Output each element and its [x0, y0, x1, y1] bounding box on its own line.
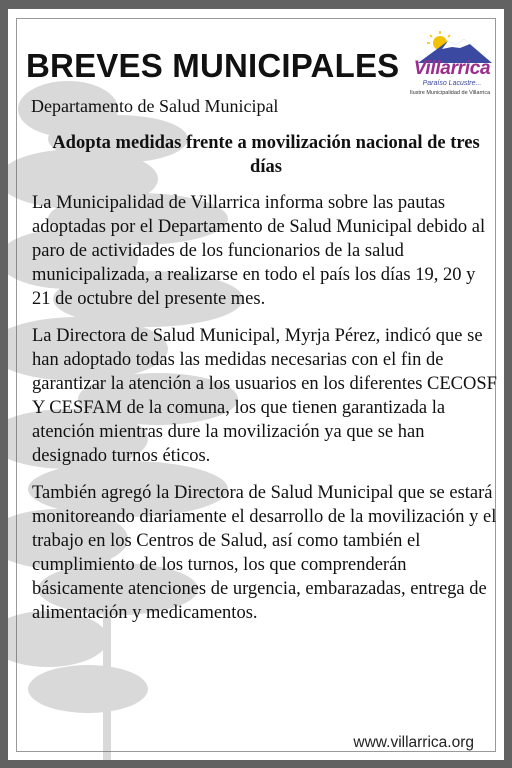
page-title: BREVES MUNICIPALES [26, 47, 400, 84]
article-paragraph: También agregó la Directora de Salud Municipal que se estará monitoreando diariamente el desarrollo de la movilización y el trabajo en los Centros de Salud, así como también el cumplimiento de los turnos, los que comprenderán básicamente atenciones de urgencia, embarazadas, entrega de alimentación y medicamentos. [32, 483, 497, 623]
article-headline: Adopta medidas frente a movilización nacional de tres días [52, 133, 480, 177]
article-body [32, 191, 498, 638]
villarrica-logo [400, 31, 500, 103]
article-paragraph: La Municipalidad de Villarrica informa sobre las pautas adoptadas por el Departamento de Salud Municipal debido al paro de actividades de los funcionarios de la salud municipalizada, a realizarse en todo el país los días 19, 20 y 21 de octubre del presente mes. [32, 193, 486, 309]
article-paragraph: La Directora de Salud Municipal, Myrja Pérez, indicó que se han adoptado todas las medidas necesarias con el fin de garantizar la atención a los usuarios en los diferentes CECOSF Y CESFAM de la comuna, los que tienen garantizada la atención mientras dure la movilización ya que se han designado turnos éticos. [32, 326, 497, 466]
logo-tagline: Paraíso Lacustre... [422, 80, 482, 87]
logo-name: Villarrica [413, 58, 491, 79]
logo-subtitle: Ilustre Municipalidad de Villarrica [409, 90, 491, 96]
website-link[interactable]: www.villarrica.org [353, 734, 474, 751]
department-label: Departamento de Salud Municipal [31, 96, 279, 116]
